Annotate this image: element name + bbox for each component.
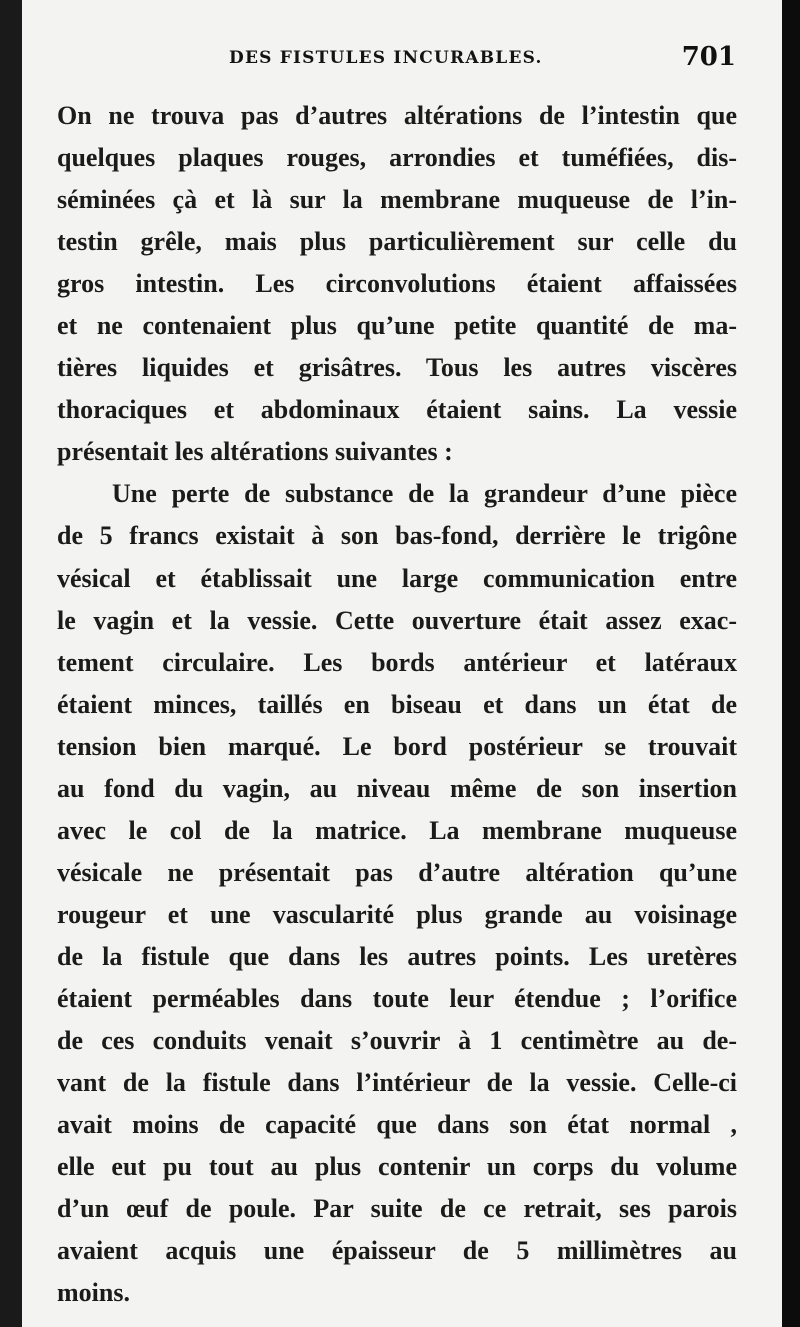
text-line: elle eut pu tout au plus contenir un corps du volume <box>57 1152 737 1182</box>
text-line: gros intestin. Les circonvolutions étaient affaissées <box>57 269 737 299</box>
text-line: tement circulaire. Les bords antérieur et latéraux <box>57 647 737 677</box>
text-line: rougeur et une vascularité plus grande au voisinage <box>57 899 737 929</box>
text-line: On ne trouva pas d’autres altérations de l’intestin que <box>57 101 737 130</box>
running-head-title: DES FISTULES INCURABLES. <box>229 48 543 68</box>
text-line: avaient acquis une épaisseur de 5 millimètres au <box>57 1236 737 1266</box>
page-edge-shadow <box>782 0 800 1327</box>
text-line: de 5 francs existait à son bas-fond, derrière le trigône <box>57 521 737 551</box>
text-line: testin grêle, mais plus particulièrement sur celle du <box>57 227 737 257</box>
text-line: de la fistule que dans les autres points. Les uretères <box>57 941 737 971</box>
text-line: séminées çà et là sur la membrane muqueuse de l’in- <box>57 185 737 215</box>
text-line: tension bien marqué. Le bord postérieur se trouvait <box>57 731 737 761</box>
text-line: vant de la fistule dans l’intérieur de la vessie. Celle-ci <box>57 1068 737 1098</box>
book-page <box>22 0 782 1327</box>
text-line: thoraciques et abdominaux étaient sains. La vessie <box>57 395 737 425</box>
text-line: et ne contenaient plus qu’une petite quantité de ma- <box>57 311 737 341</box>
text-line: au fond du vagin, au niveau même de son insertion <box>57 773 737 803</box>
running-head <box>22 44 782 84</box>
text-line: tières liquides et grisâtres. Tous les autres viscères <box>57 353 737 383</box>
text-line: quelques plaques rouges, arrondies et tuméfiées, dis- <box>57 143 737 173</box>
text-line: avec le col de la matrice. La membrane muqueuse <box>57 815 737 845</box>
text-line: vésical et établissait une large communication entre <box>57 563 737 593</box>
text-line: Une perte de substance de la grandeur d’une pièce <box>112 479 737 509</box>
text-line: vésicale ne présentait pas d’autre altération qu’une <box>57 857 737 887</box>
text-line: le vagin et la vessie. Cette ouverture était assez exac- <box>57 605 737 635</box>
text-line: présentait les altérations suivantes : <box>57 437 453 467</box>
text-line: avait moins de capacité que dans son état normal , <box>57 1110 737 1140</box>
text-line: étaient minces, taillés en biseau et dans un état de <box>57 689 737 719</box>
text-line: d’un œuf de poule. Par suite de ce retrait, ses parois <box>57 1194 737 1224</box>
text-line: étaient perméables dans toute leur étendue ; l’orifice <box>57 983 737 1013</box>
page-number: 701 <box>681 42 736 72</box>
text-line: de ces conduits venait s’ouvrir à 1 centimètre au de- <box>57 1026 737 1056</box>
text-line: moins. <box>57 1278 130 1308</box>
body-text <box>57 95 737 1314</box>
